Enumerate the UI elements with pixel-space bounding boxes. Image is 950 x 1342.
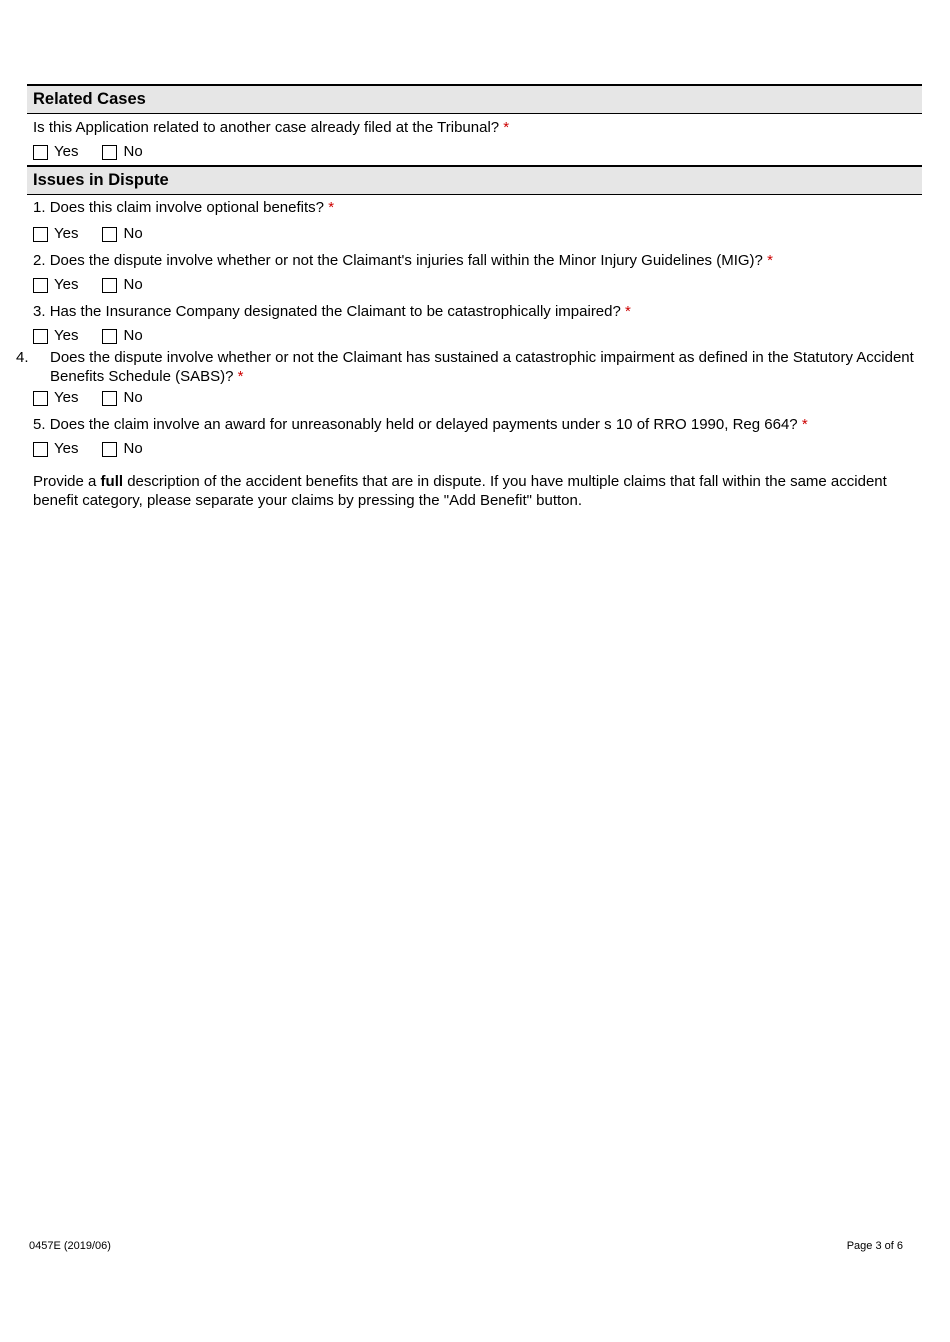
issue-2-no-option[interactable] [102,276,142,294]
issue-4-yes-option[interactable] [33,389,78,407]
required-mark: * [625,303,631,320]
related-cases-no-checkbox[interactable] [102,145,117,160]
issue-4-options [27,386,922,410]
issue-2-yes-option[interactable] [33,276,78,294]
issue-1-no-checkbox[interactable] [102,227,117,242]
issue-4-yes-checkbox[interactable] [33,391,48,406]
issue-question-3 [27,302,922,321]
related-cases-no-option[interactable] [102,143,142,161]
issue-2-no-checkbox[interactable] [102,278,117,293]
form-page [16,84,922,510]
issue-5-options [27,437,922,461]
no-label: No [123,276,143,293]
question-number: 2. [33,252,46,269]
issues-in-dispute-header: Issues in Dispute [27,165,922,195]
no-label: No [123,440,143,457]
question-text: Has the Insurance Company designated the Claimant to be catastrophically impaired? [49,303,621,320]
related-cases-question-text: Is this Application related to another case already filed at the Tribunal? [33,119,500,136]
issue-3-yes-option[interactable] [33,327,78,345]
issue-2-options [27,273,922,297]
question-text: Does the dispute involve whether or not the Claimant's injuries fall within the Minor Injury Guidelines (MIG)? [49,252,763,269]
question-number: 5. [33,416,46,433]
question-text: Does the dispute involve whether or not the Claimant has sustained a catastrophic impairment as defined in the Statutory Accident Benefits Schedule (SABS)? [50,349,914,385]
benefits-description [27,472,922,510]
related-cases-options [27,140,922,164]
question-number: 4. [16,349,29,366]
no-label: No [123,327,143,344]
description-text: description of the accident benefits that are in dispute. If you have multiple claims that fall within the same accident benefit category, please separate your claims by pressing the "Add Benefit" button. [33,473,887,509]
issue-5-no-checkbox[interactable] [102,442,117,457]
yes-label: Yes [54,440,79,457]
issue-4-no-checkbox[interactable] [102,391,117,406]
yes-label: Yes [54,389,79,406]
required-mark: * [801,416,808,433]
no-label: No [123,143,143,160]
issue-4-no-option[interactable] [102,389,142,407]
yes-label: Yes [54,276,79,293]
required-mark: * [237,368,244,385]
required-mark: * [767,252,773,269]
yes-label: Yes [54,143,79,160]
yes-label: Yes [54,225,79,242]
issue-3-no-checkbox[interactable] [102,329,117,344]
issue-1-options [27,222,922,246]
issue-3-options [27,324,922,348]
question-text: Does the claim involve an award for unreasonably held or delayed payments under s 10 of RRO 1990, Reg 664? [49,416,798,433]
question-number: 1. [33,199,46,216]
issue-1-yes-option[interactable] [33,225,78,243]
issue-5-yes-checkbox[interactable] [33,442,48,457]
related-cases-question [27,118,922,137]
description-prefix: Provide a [33,473,97,490]
question-text: Does this claim involve optional benefits? [49,199,325,216]
issue-1-yes-checkbox[interactable] [33,227,48,242]
issue-question-2 [27,251,922,270]
issue-5-yes-option[interactable] [33,440,78,458]
form-number: 0457E (2019/06) [29,1240,111,1252]
issue-3-yes-checkbox[interactable] [33,329,48,344]
issue-question-4 [16,348,922,386]
issue-question-1 [27,198,922,217]
page-number: Page 3 of 6 [846,1240,903,1252]
no-label: No [123,389,143,406]
description-bold: full [100,473,124,490]
issue-2-yes-checkbox[interactable] [33,278,48,293]
issue-3-no-option[interactable] [102,327,142,345]
issue-1-no-option[interactable] [102,225,142,243]
required-mark: * [503,119,510,136]
related-cases-yes-checkbox[interactable] [33,145,48,160]
question-number: 3. [33,303,46,320]
issue-question-5 [27,415,922,434]
related-cases-yes-option[interactable] [33,143,78,161]
required-mark: * [328,199,335,216]
issue-5-no-option[interactable] [102,440,142,458]
yes-label: Yes [54,327,79,344]
no-label: No [123,225,143,242]
related-cases-header: Related Cases [27,84,922,114]
